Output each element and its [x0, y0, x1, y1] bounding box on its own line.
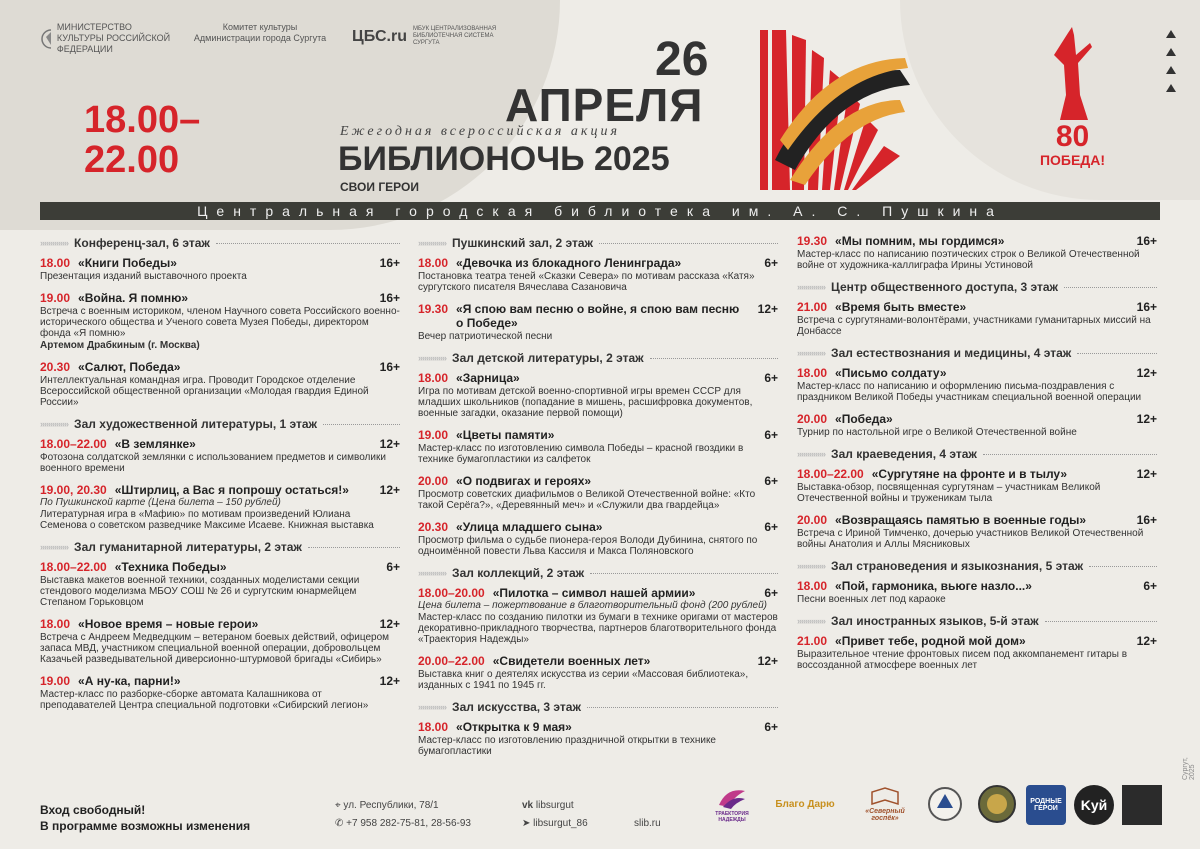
chevrons-icon: »»»»»»» — [40, 238, 69, 248]
ribbon-fan-icon — [760, 30, 910, 190]
triangle-icon — [1166, 84, 1176, 92]
partner-blagodaryu-logo: Благо Дарю — [775, 798, 835, 810]
event-item — [797, 634, 1157, 671]
library-logo-text: ЦБС.ru — [352, 28, 407, 45]
vk-icon: vk — [522, 800, 534, 811]
event-time: 21.00 — [797, 634, 828, 648]
age-rating: 16+ — [379, 291, 400, 305]
partner-emblem-2 — [976, 783, 1018, 825]
chevrons-icon: »»»»»»» — [418, 238, 447, 248]
address — [335, 800, 439, 811]
event-description: Мастер-класс по изготовлению праздничной открытки в технике бумагопластики — [418, 735, 716, 757]
event-item — [418, 256, 778, 293]
event-name: «В землянке» — [114, 437, 196, 451]
event-description: Выставка книг о деятелях искусства из серии «Массовая библиотека», изданных с 1941 по 1945 гг. — [418, 669, 749, 691]
telegram-link[interactable] — [522, 818, 588, 829]
library-logo — [352, 26, 512, 47]
age-rating: 6+ — [764, 586, 778, 600]
event-description-extra: Артемом Драбкиным (г. Москва) — [40, 340, 200, 351]
event-item — [418, 474, 778, 511]
event-title-row — [40, 256, 400, 270]
event-title: БИБЛИОНОЧЬ 2025 — [338, 140, 670, 178]
hall-name: Зал естествознания и медицины, 4 этаж — [831, 346, 1072, 360]
hall-name: Центр общественного доступа, 3 этаж — [831, 280, 1059, 294]
hall-header — [418, 566, 778, 580]
hall-divider — [308, 547, 400, 548]
age-rating: 6+ — [386, 560, 400, 574]
event-subtitle: Ежегодная всероссийская акция — [340, 124, 620, 139]
ministry-text: МИНИСТЕРСТВО КУЛЬТУРЫ РОССИЙСКОЙ ФЕДЕРАЦИИ — [56, 22, 171, 54]
event-description: Мастер-класс по написанию поэтических строк о Великой Отечественной войне от художника-каллиграфа Ирины Устиновой — [797, 249, 1140, 271]
bird-icon — [717, 785, 747, 811]
hall-header — [418, 236, 778, 250]
hall-divider — [216, 243, 400, 244]
committee-text: Комитет культуры Администрации города Сургута — [193, 22, 327, 43]
hall-divider — [1045, 621, 1157, 622]
event-item — [418, 520, 778, 557]
event-time: 18.00 — [797, 579, 828, 593]
event-name: «Я спою вам песню о войне, я спою вам песню о Победе» — [456, 302, 740, 330]
event-name: «Цветы памяти» — [456, 428, 555, 442]
kui-logo-icon: Kуй — [1080, 797, 1108, 813]
event-item — [797, 579, 1157, 605]
hall-name: Зал искусства, 3 этаж — [452, 700, 581, 714]
triangle-icon — [1166, 30, 1176, 38]
age-rating: 12+ — [757, 654, 778, 668]
event-time: 20.30 — [40, 360, 71, 374]
age-rating: 12+ — [379, 674, 400, 688]
event-description: Презентация изданий выставочного проекта — [40, 271, 247, 282]
event-description: Мастер-класс по созданию пилотки из бумаги в технике оригами от мастеров декоративно-прикладного творчества, партнеров благотворительного фонда «Траектория Надежды» — [418, 612, 778, 645]
event-item — [418, 371, 778, 419]
event-description: Мастер-класс по разборке-сборке автомата Калашникова от преподавателей Центра специальной подготовки «Сибирский легион» — [40, 689, 369, 711]
address-text: ул. Республики, 78/1 — [343, 800, 439, 811]
age-rating: 6+ — [764, 256, 778, 270]
event-name: «А ну-ка, парни!» — [78, 674, 181, 688]
event-description: Встреча с сургутянами-волонтёрами, участниками гуманитарных миссий на Донбассе — [797, 315, 1151, 337]
event-item — [40, 483, 400, 531]
event-description: Встреча с военным историком, членом Научного совета Российского военно-исторического общества и Ученого совета Музея Победы, директором фонда «Я помню» — [40, 306, 400, 339]
age-rating: 12+ — [379, 617, 400, 631]
event-description: Встреча с Ириной Тимченко, дочерью участников Великой Отечественной войны Анатолия и Аллы Мясниковых — [797, 528, 1144, 550]
partner-emblem-1 — [926, 783, 964, 825]
hall-name: Зал краеведения, 4 этаж — [831, 447, 977, 461]
event-item — [418, 302, 778, 342]
event-title-row — [418, 520, 778, 534]
triangle-icon — [1166, 66, 1176, 74]
event-title-row — [418, 428, 778, 442]
event-note: Цена билета – пожертвование в благотворительный фонд (200 рублей) — [418, 600, 768, 611]
age-rating: 12+ — [379, 437, 400, 451]
chevrons-icon: »»»»»»» — [797, 282, 826, 292]
location-pin-icon: ⌖ — [335, 800, 341, 811]
age-rating: 6+ — [764, 428, 778, 442]
event-time: 18.00 — [418, 720, 449, 734]
phone — [335, 818, 471, 829]
chevrons-icon: »»»»»»» — [418, 568, 447, 578]
event-description: Интеллектуальная командная игра. Проводит Городское отделение Всероссийской общественной организации «Молодая гвардия Единой России» — [40, 375, 369, 408]
event-title-row — [40, 360, 400, 374]
event-item — [418, 720, 778, 757]
event-day: 26 — [655, 33, 709, 86]
event-item — [40, 560, 400, 608]
event-time: 19.30 — [797, 234, 828, 248]
round-emblem-icon — [977, 784, 1017, 824]
event-time — [84, 100, 214, 180]
hall-header — [797, 346, 1157, 360]
event-description: Вечер патриотической песни — [418, 331, 553, 342]
book-icon — [870, 786, 900, 808]
event-title-row — [40, 437, 400, 451]
event-title-row — [40, 617, 400, 631]
hall-header — [40, 417, 400, 431]
hall-header — [40, 236, 400, 250]
telegram-icon: ➤ — [522, 818, 531, 829]
event-title-row — [797, 513, 1157, 527]
hall-name: Зал гуманитарной литературы, 2 этаж — [74, 540, 302, 554]
event-time: 19.00 — [40, 674, 71, 688]
event-title-row — [797, 234, 1157, 248]
event-time: 18.00–20.00 — [418, 586, 485, 600]
phone-icon: ✆ — [335, 818, 344, 829]
hall-name: Зал детской литературы, 2 этаж — [452, 351, 644, 365]
telegram-text: libsurgut_86 — [533, 818, 588, 829]
event-description: Мастер-класс по изготовлению символа Победы – красной гвоздики в технике бумагопластики из салфеток — [418, 443, 744, 465]
vk-text: libsurgut — [535, 800, 574, 811]
event-item — [40, 360, 400, 408]
event-title-row — [418, 720, 778, 734]
event-time: 18.00 — [418, 371, 449, 385]
event-title-row — [40, 560, 400, 574]
event-time: 18.00 — [418, 256, 449, 270]
event-title-row — [797, 467, 1157, 481]
event-time: 19.30 — [418, 302, 449, 316]
event-title-row — [797, 634, 1157, 648]
event-item — [418, 654, 778, 691]
age-rating: 12+ — [1136, 634, 1157, 648]
event-title-row — [418, 474, 778, 488]
hall-name: Зал коллекций, 2 этаж — [452, 566, 585, 580]
event-description: Выставка макетов военной техники, созданных моделистами секции стендового моделизма МБОУ СОШ № 26 и сургутским юнармейцем Степаном Горьковцом — [40, 575, 360, 608]
hall-header — [797, 447, 1157, 461]
event-description: Просмотр советских диафильмов о Великой Отечественной войне: «Кто такой Серёга?», «Деревянный меч» и «Служили два гвардейца» — [418, 489, 756, 511]
event-description: Постановка театра теней «Сказки Севера» по мотивам рассказа «Катя» сургутского писателя Вячеслава Сазановича — [418, 271, 755, 293]
program-column-2 — [418, 234, 778, 766]
event-description: Выразительное чтение фронтовых писем под аккомпанемент гитары в воссозданной атмосфере военных лет — [797, 649, 1127, 671]
partner-dark-logo — [1074, 785, 1114, 825]
age-rating: 12+ — [1136, 412, 1157, 426]
phone-text: +7 958 282-75-81, 28-56-93 — [346, 818, 471, 829]
hall-name: Пушкинский зал, 2 этаж — [452, 236, 594, 250]
event-name: «Новое время – новые герои» — [78, 617, 259, 631]
event-item — [40, 291, 400, 351]
event-description: Турнир по настольной игре о Великой Отечественной войне — [797, 427, 1077, 438]
victory-80-number: 80 — [1055, 120, 1090, 153]
event-theme: СВОИ ГЕРОИ — [340, 180, 419, 194]
footer-notice — [40, 802, 250, 834]
age-rating: 16+ — [379, 256, 400, 270]
site-link[interactable]: slib.ru — [634, 818, 661, 829]
hall-divider — [1064, 287, 1157, 288]
age-rating: 16+ — [1136, 234, 1157, 248]
hall-header — [40, 540, 400, 554]
event-item — [797, 366, 1157, 403]
changes-notice: В программе возможны изменения — [40, 819, 251, 833]
hall-name: Зал страноведения и языкознания, 5 этаж — [831, 559, 1084, 573]
age-rating: 6+ — [764, 371, 778, 385]
event-name: «Победа» — [835, 412, 893, 426]
hall-header — [418, 351, 778, 365]
event-note: По Пушкинской карте (Цена билета – 150 рублей) — [40, 497, 281, 508]
hall-divider — [1077, 353, 1157, 354]
age-rating: 16+ — [1136, 513, 1157, 527]
event-item — [40, 617, 400, 665]
event-name: «Штирлиц, а Вас я попрошу остаться!» — [114, 483, 349, 497]
event-name: «Привет тебе, родной мой дом» — [835, 634, 1026, 648]
event-item — [418, 428, 778, 465]
event-name: «Открытка к 9 мая» — [456, 720, 572, 734]
event-title-row — [418, 371, 778, 385]
event-name: «Время быть вместе» — [835, 300, 967, 314]
event-description: Мастер-класс по написанию и оформлению письма-поздравления с праздником Великой Победы участникам специальной военной операции — [797, 381, 1142, 403]
age-rating: 6+ — [764, 520, 778, 534]
age-rating: 12+ — [1136, 467, 1157, 481]
event-title-row — [797, 300, 1157, 314]
event-time: 19.00 — [40, 291, 71, 305]
motherland-statue-icon — [1030, 25, 1115, 125]
event-time: 18.00 — [797, 366, 828, 380]
event-time-text: 18.00–22.00 — [84, 99, 201, 181]
event-title-row — [797, 366, 1157, 380]
hall-divider — [587, 707, 778, 708]
hall-divider — [590, 573, 778, 574]
event-item — [40, 256, 400, 282]
side-caption: Сургут, 2025 — [1182, 757, 1196, 780]
event-time: 20.00 — [797, 513, 828, 527]
event-description: Просмотр фильма о судьбе пионера-героя Володи Дубинина, снятого по одноимённой повести Льва Кассиля и Макса Поляновского — [418, 535, 758, 557]
event-time: 19.00, 20.30 — [40, 483, 107, 497]
hall-divider — [323, 424, 400, 425]
library-banner: Центральная городская библиотека им. А. С. Пушкина — [40, 202, 1160, 220]
ministry-logo — [40, 22, 180, 55]
hall-header — [797, 614, 1157, 628]
event-item — [797, 234, 1157, 271]
event-time: 18.00 — [40, 617, 71, 631]
chevrons-icon: »»»»»»» — [40, 542, 69, 552]
hall-divider — [983, 454, 1157, 455]
chevrons-icon: »»»»»»» — [797, 561, 826, 571]
triangle-icon — [1166, 48, 1176, 56]
event-title-row — [40, 674, 400, 688]
chevrons-icon: »»»»»»» — [418, 353, 447, 363]
hall-name: Конференц-зал, 6 этаж — [74, 236, 210, 250]
event-item — [418, 586, 778, 645]
age-rating: 6+ — [764, 474, 778, 488]
event-description: Песни военных лет под караоке — [797, 594, 946, 605]
hall-divider — [599, 243, 778, 244]
event-name: «Возвращаясь памятью в военные годы» — [835, 513, 1087, 527]
event-description: Игра по мотивам детской военно-спортивной игры времен СССР для младших школьников (попадание в мишень, расшифровка документов, военные загадки, оказание первой помощи) — [418, 386, 753, 419]
event-name: «Война. Я помню» — [78, 291, 189, 305]
age-rating: 16+ — [1136, 300, 1157, 314]
event-description: Литературная игра в «Мафию» по мотивам произведений Юлиана Семенова о советском разведчике Максиме Исаеве. Книжная выставка — [40, 509, 374, 531]
partner-heroes-logo: РОДНЫЕ ГЕРОИ — [1026, 785, 1066, 825]
event-time: 20.00 — [418, 474, 449, 488]
chevrons-icon: »»»»»»» — [797, 348, 826, 358]
round-emblem-icon — [927, 786, 963, 822]
event-name: «Книги Победы» — [78, 256, 177, 270]
partner-bakery-text: «Северный госпёк» — [865, 808, 905, 822]
event-name: «Зарница» — [456, 371, 520, 385]
event-item — [797, 467, 1157, 504]
event-time: 18.00–22.00 — [40, 560, 107, 574]
event-title-row — [797, 412, 1157, 426]
hall-header — [418, 700, 778, 714]
event-title-row — [418, 654, 778, 668]
partner-trajectory-logo — [708, 783, 756, 825]
event-name: «Пой, гармоника, вьюге назло...» — [835, 579, 1032, 593]
event-name: «Сургутяне на фронте и в тылу» — [871, 467, 1068, 481]
event-time: 20.30 — [418, 520, 449, 534]
partner-bakery-logo — [852, 783, 918, 825]
event-item — [797, 300, 1157, 337]
hall-name: Зал иностранных языков, 5-й этаж — [831, 614, 1039, 628]
event-item — [40, 674, 400, 711]
event-time: 20.00–22.00 — [418, 654, 485, 668]
event-title-row — [418, 586, 778, 600]
event-description: Выставка-обзор, посвященная сургутянам – участникам Великой Отечественной войны и труженикам тыла — [797, 482, 1101, 504]
event-description: Фотозона солдатской землянки с использованием предметов и символики военного времени — [40, 452, 386, 474]
event-name: «Техника Победы» — [114, 560, 227, 574]
free-entry-text: Вход свободный! — [40, 803, 146, 817]
event-time: 18.00 — [40, 256, 71, 270]
hall-header — [797, 280, 1157, 294]
hall-divider — [650, 358, 778, 359]
event-name: «Салют, Победа» — [78, 360, 181, 374]
event-title-row — [797, 579, 1157, 593]
event-title-row — [40, 483, 400, 497]
age-rating: 12+ — [757, 302, 778, 316]
chevrons-icon: »»»»»»» — [40, 419, 69, 429]
age-rating: 12+ — [379, 483, 400, 497]
event-name: «Девочка из блокадного Ленинграда» — [456, 256, 682, 270]
event-title-row — [40, 291, 400, 305]
event-name: «Мы помним, мы гордимся» — [835, 234, 1005, 248]
event-item — [797, 412, 1157, 438]
event-name: «О подвигах и героях» — [456, 474, 592, 488]
age-rating: 6+ — [1143, 579, 1157, 593]
chevrons-icon: »»»»»»» — [797, 449, 826, 459]
hall-name: Зал художественной литературы, 1 этаж — [74, 417, 318, 431]
vk-link[interactable] — [522, 800, 574, 811]
event-time: 18.00–22.00 — [797, 467, 864, 481]
event-title-row — [418, 256, 778, 270]
event-time: 19.00 — [418, 428, 449, 442]
event-item — [797, 513, 1157, 550]
partner-square-logo — [1122, 785, 1162, 825]
victory-80-logo — [1030, 25, 1115, 180]
event-time: 20.00 — [797, 412, 828, 426]
library-org-text: МБУК ЦЕНТРАЛИЗОВАННАЯ БИБЛИОТЕЧНАЯ СИСТЕМА СУРГУТА — [412, 26, 497, 46]
event-name: «Свидетели военных лет» — [492, 654, 651, 668]
age-rating: 16+ — [379, 360, 400, 374]
event-item — [40, 437, 400, 474]
chevrons-icon: »»»»»»» — [418, 702, 447, 712]
emblem-icon — [40, 27, 51, 51]
event-month: АПРЕЛЯ — [505, 79, 704, 131]
chevrons-icon: »»»»»»» — [797, 616, 826, 626]
event-name: «Улица младшего сына» — [456, 520, 603, 534]
event-name: «Письмо солдату» — [835, 366, 947, 380]
victory-word: ПОБЕДА! — [1039, 152, 1106, 168]
event-name: «Пилотка – символ нашей армии» — [492, 586, 696, 600]
event-time: 21.00 — [797, 300, 828, 314]
event-title-row — [418, 302, 778, 330]
age-rating: 6+ — [764, 720, 778, 734]
event-description: Встреча с Андреем Медведцким – ветераном боевых действий, офицером запаса МВД, участником специальной военной операции, добровольцем Казачьей разведывательной диверсионно-штурмовой бригады «Сибирь» — [40, 632, 390, 665]
hall-header — [797, 559, 1157, 573]
program-column-1 — [40, 234, 400, 720]
hall-divider — [1089, 566, 1157, 567]
partner-trajectory-text: ТРАЕКТОРИЯ НАДЕЖДЫ — [715, 811, 749, 823]
age-rating: 12+ — [1136, 366, 1157, 380]
program-column-3 — [797, 234, 1157, 680]
event-time: 18.00–22.00 — [40, 437, 107, 451]
